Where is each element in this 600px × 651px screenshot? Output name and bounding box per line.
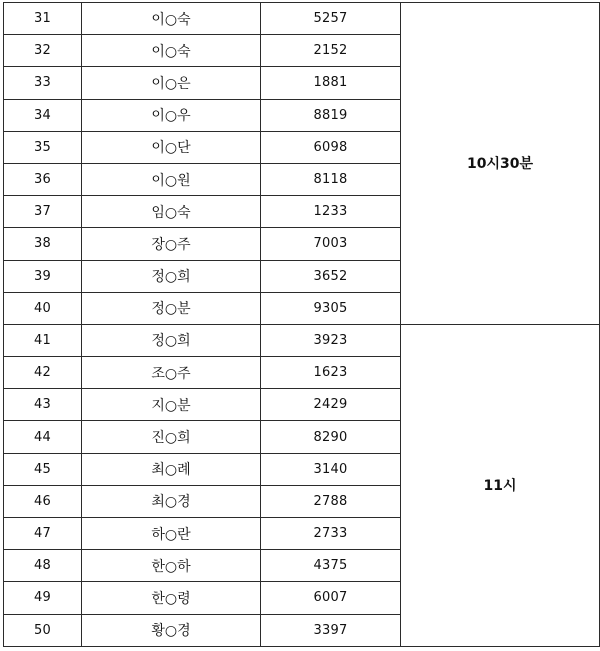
name-cell: 지○분 [82, 389, 261, 421]
code-cell: 3397 [261, 614, 401, 646]
code-cell: 2429 [261, 389, 401, 421]
code-cell: 1881 [261, 67, 401, 99]
name-cell: 한○령 [82, 582, 261, 614]
row-number-cell: 46 [4, 485, 82, 517]
row-number-cell: 43 [4, 389, 82, 421]
code-cell: 8290 [261, 421, 401, 453]
name-cell: 이○단 [82, 131, 261, 163]
name-cell: 이○우 [82, 99, 261, 131]
name-cell: 하○란 [82, 518, 261, 550]
code-cell: 2152 [261, 35, 401, 67]
row-number-cell: 31 [4, 3, 82, 35]
name-cell: 정○희 [82, 260, 261, 292]
row-number-cell: 38 [4, 228, 82, 260]
row-number-cell: 34 [4, 99, 82, 131]
name-cell: 정○분 [82, 292, 261, 324]
time-slot-cell: 11시 [401, 324, 600, 646]
code-cell: 3652 [261, 260, 401, 292]
row-number-cell: 45 [4, 453, 82, 485]
schedule-table-body [4, 3, 600, 647]
table-row [4, 3, 600, 35]
name-cell: 최○례 [82, 453, 261, 485]
name-cell: 이○원 [82, 163, 261, 195]
name-cell: 이○은 [82, 67, 261, 99]
row-number-cell: 47 [4, 518, 82, 550]
code-cell: 6098 [261, 131, 401, 163]
row-number-cell: 39 [4, 260, 82, 292]
name-cell: 최○경 [82, 485, 261, 517]
code-cell: 3923 [261, 324, 401, 356]
row-number-cell: 40 [4, 292, 82, 324]
row-number-cell: 48 [4, 550, 82, 582]
name-cell: 조○주 [82, 357, 261, 389]
code-cell: 6007 [261, 582, 401, 614]
row-number-cell: 42 [4, 357, 82, 389]
code-cell: 7003 [261, 228, 401, 260]
code-cell: 1233 [261, 196, 401, 228]
name-cell: 황○경 [82, 614, 261, 646]
name-cell: 정○희 [82, 324, 261, 356]
row-number-cell: 36 [4, 163, 82, 195]
code-cell: 2733 [261, 518, 401, 550]
name-cell: 한○하 [82, 550, 261, 582]
name-cell: 이○숙 [82, 3, 261, 35]
code-cell: 8819 [261, 99, 401, 131]
table-row [4, 324, 600, 356]
code-cell: 9305 [261, 292, 401, 324]
row-number-cell: 44 [4, 421, 82, 453]
row-number-cell: 32 [4, 35, 82, 67]
row-number-cell: 49 [4, 582, 82, 614]
row-number-cell: 41 [4, 324, 82, 356]
name-cell: 장○주 [82, 228, 261, 260]
name-cell: 이○숙 [82, 35, 261, 67]
code-cell: 4375 [261, 550, 401, 582]
code-cell: 1623 [261, 357, 401, 389]
row-number-cell: 35 [4, 131, 82, 163]
time-slot-cell: 10시30분 [401, 3, 600, 325]
code-cell: 3140 [261, 453, 401, 485]
name-cell: 진○희 [82, 421, 261, 453]
schedule-table [3, 2, 600, 647]
row-number-cell: 37 [4, 196, 82, 228]
row-number-cell: 33 [4, 67, 82, 99]
row-number-cell: 50 [4, 614, 82, 646]
code-cell: 8118 [261, 163, 401, 195]
code-cell: 5257 [261, 3, 401, 35]
code-cell: 2788 [261, 485, 401, 517]
name-cell: 임○숙 [82, 196, 261, 228]
